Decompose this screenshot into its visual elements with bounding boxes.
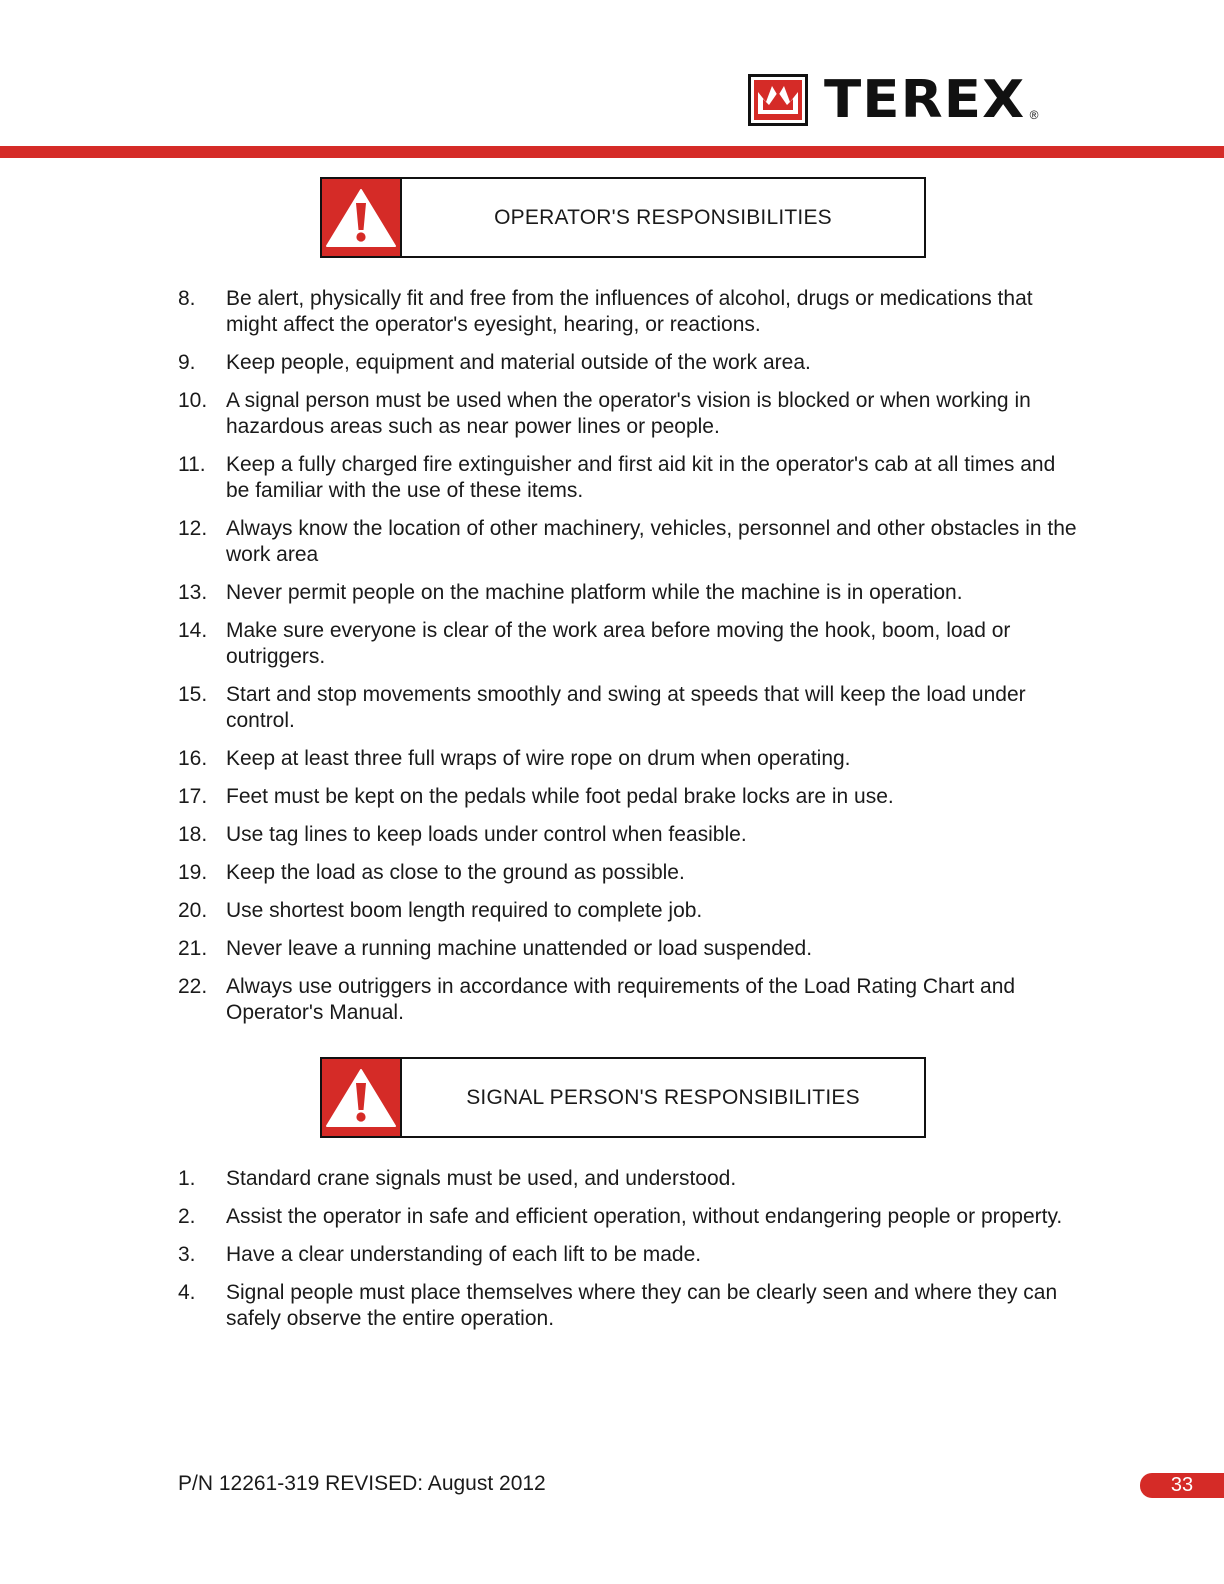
item-number: 10. — [178, 389, 208, 412]
item-number: 19. — [178, 861, 208, 884]
item-text: Always use outriggers in accordance with requirements of the Load Rating Chart and Operator's Manual. — [226, 975, 1016, 1024]
list-item — [178, 1242, 1078, 1268]
list-item — [178, 784, 1078, 810]
item-text: Use tag lines to keep loads under control when feasible. — [226, 823, 747, 846]
item-number: 13. — [178, 581, 208, 604]
list-item — [178, 1204, 1078, 1230]
item-number: 15. — [178, 683, 208, 706]
logo-wordmark: TEREX — [824, 70, 1026, 130]
item-text: Make sure everyone is clear of the work area before moving the hook, boom, load or outriggers. — [226, 619, 1011, 668]
item-text: Keep at least three full wraps of wire rope on drum when operating. — [226, 747, 851, 770]
item-text: Have a clear understanding of each lift to be made. — [226, 1243, 702, 1266]
warning-icon-box — [322, 1059, 402, 1136]
item-number: 22. — [178, 975, 208, 998]
item-text: Feet must be kept on the pedals while foot pedal brake locks are in use. — [226, 785, 894, 808]
item-number: 4. — [178, 1281, 196, 1304]
item-number: 14. — [178, 619, 208, 642]
item-number: 9. — [178, 351, 196, 374]
operator-responsibilities-list — [178, 286, 1078, 1038]
item-text: Signal people must place themselves where they can be clearly seen and where they can safely observe the entire operation. — [226, 1281, 1058, 1330]
list-item — [178, 1280, 1078, 1332]
item-text: Assist the operator in safe and efficient operation, without endangering people or property. — [226, 1205, 1063, 1228]
item-number: 3. — [178, 1243, 196, 1266]
terex-crown-logo-icon — [748, 74, 808, 126]
page-number-badge: 33 — [1140, 1473, 1224, 1498]
item-number: 1. — [178, 1167, 196, 1190]
item-number: 21. — [178, 937, 208, 960]
list-item — [178, 898, 1078, 924]
list-item — [178, 580, 1078, 606]
list-item — [178, 286, 1078, 338]
footer-part-number: P/N 12261-319 REVISED: August 2012 — [178, 1472, 546, 1495]
list-item — [178, 746, 1078, 772]
section-title: SIGNAL PERSON'S RESPONSIBILITIES — [466, 1085, 860, 1109]
warning-icon-box — [322, 179, 402, 256]
list-item — [178, 822, 1078, 848]
list-item — [178, 452, 1078, 504]
item-text: Keep the load as close to the ground as possible. — [226, 861, 685, 884]
item-number: 16. — [178, 747, 208, 770]
item-text: Start and stop movements smoothly and swing at speeds that will keep the load under control. — [226, 683, 1026, 732]
item-text: A signal person must be used when the operator's vision is blocked or when working in hazardous areas such as near power lines or people. — [226, 389, 1031, 438]
list-item — [178, 516, 1078, 568]
item-number: 11. — [178, 453, 206, 476]
item-text: Be alert, physically fit and free from the influences of alcohol, drugs or medications that might affect the operator's eyesight, hearing, or reactions. — [226, 287, 1033, 336]
item-text: Keep a fully charged fire extinguisher and first aid kit in the operator's cab at all times and be familiar with the use of these items. — [226, 453, 1056, 502]
item-number: 2. — [178, 1205, 196, 1228]
registered-mark: ® — [1029, 108, 1039, 122]
list-item — [178, 860, 1078, 886]
list-item — [178, 350, 1078, 376]
item-number: 20. — [178, 899, 208, 922]
list-item — [178, 618, 1078, 670]
item-text: Keep people, equipment and material outside of the work area. — [226, 351, 811, 374]
operator-responsibilities-banner — [320, 177, 926, 258]
warning-triangle-icon — [325, 1067, 397, 1129]
header-divider — [0, 146, 1224, 158]
warning-triangle-icon — [325, 187, 397, 249]
item-number: 18. — [178, 823, 208, 846]
signal-person-responsibilities-list — [178, 1166, 1078, 1344]
list-item — [178, 388, 1078, 440]
item-text: Always know the location of other machinery, vehicles, personnel and other obstacles in the work area — [226, 517, 1077, 566]
list-item — [178, 936, 1078, 962]
item-text: Never permit people on the machine platform while the machine is in operation. — [226, 581, 963, 604]
list-item — [178, 1166, 1078, 1192]
terex-logo — [748, 72, 1039, 128]
item-text: Standard crane signals must be used, and understood. — [226, 1167, 737, 1190]
list-item — [178, 682, 1078, 734]
item-text: Use shortest boom length required to complete job. — [226, 899, 703, 922]
item-number: 17. — [178, 785, 208, 808]
list-item — [178, 974, 1078, 1026]
item-number: 12. — [178, 517, 208, 540]
item-number: 8. — [178, 287, 196, 310]
section-title: OPERATOR'S RESPONSIBILITIES — [494, 205, 832, 229]
signal-person-responsibilities-banner — [320, 1057, 926, 1138]
item-text: Never leave a running machine unattended or load suspended. — [226, 937, 813, 960]
